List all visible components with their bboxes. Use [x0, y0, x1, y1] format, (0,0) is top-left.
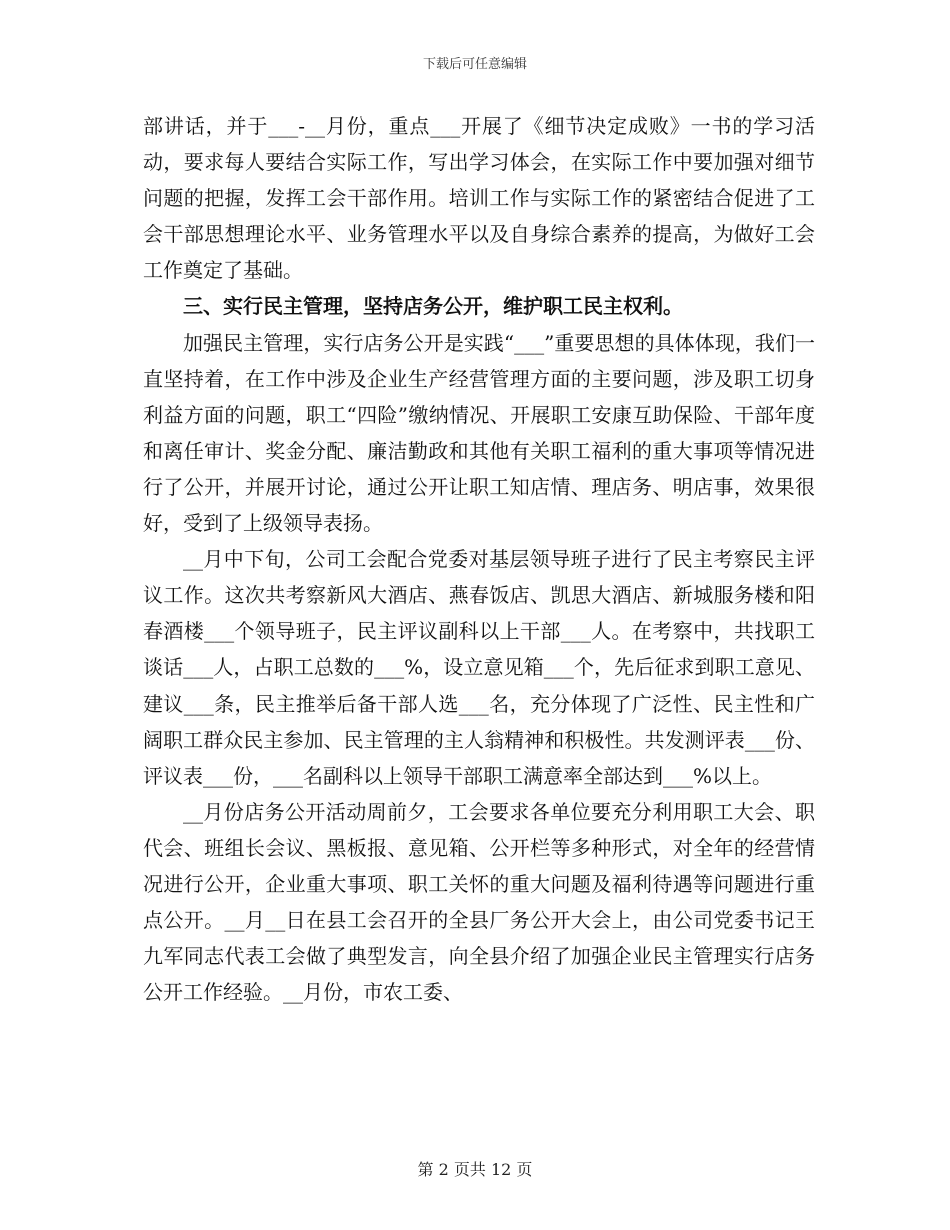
paragraph-democratic-management: 加强民主管理，实行店务公开是实践“___”重要思想的具体体现，我们一直坚持着，在工作中涉及企业生产经营管理方面的主要问题，涉及职工切身利益方面的问题，职工“四险”缴纳情况、开展职工安康互助保险、干部年度和离任审计、奖金分配、廉洁勤政和其他有关职工福利的重大事项等情况进行了公开，并展开讨论，通过公开让职工知店情、理店务、明店事，效果很好，受到了上级领导表扬。 — [143, 330, 815, 536]
section-heading: 三、实行民主管理，坚持店务公开，维护职工民主权利。 — [183, 294, 683, 319]
paragraph-continuation: 部讲话，并于___-__月份，重点___开展了《细节决定成败》一书的学习活动，要求每人要结合实际工作，写出学习体会，在实际工作中要加强对细节问题的把握，发挥工会干部作用。培训工作与实际工作的紧密结合促进了工会干部思想理论水平、业务管理水平以及自身综合素养的提高，为做好工会工作奠定了基础。 — [143, 114, 815, 283]
paragraph-disclosure-week: __月份店务公开活动周前夕，工会要求各单位要充分利用职工大会、职代会、班组长会议、黑板报、意见箱、公开栏等多种形式，对全年的经营情况进行公开，企业重大事项、职工关怀的重大问题及福利待遇等问题进行重点公开。__月__日在县工会召开的全县厂务公开大会上，由公司党委书记王九军同志代表工会做了典型发言，向全县介绍了加强企业民主管理实行店务公开工作经验。__月份，市农工委、 — [143, 799, 815, 1005]
paragraph-democratic-evaluation: __月中下旬，公司工会配合党委对基层领导班子进行了民主考察民主评议工作。这次共考察新风大酒店、燕春饭店、凯思大酒店、新城服务楼和阳春酒楼___个领导班子，民主评议副科以上干部___人。在考察中，共找职工谈话___人，占职工总数的___%，设立意见箱___个，先后征求到职工意见、建议___条，民主推举后备干部人选___名，充分体现了广泛性、民主性和广阔职工群众民主参加、民主管理的主人翁精神和积极性。共发测评表___份、评议表___份，___名副科以上领导干部职工满意率全部达到___%以上。 — [143, 547, 815, 788]
page-header: 下载后可任意编辑 — [422, 57, 527, 72]
page-number: 第 2 页共 12 页 — [417, 1160, 533, 1179]
document-body — [143, 108, 815, 1010]
